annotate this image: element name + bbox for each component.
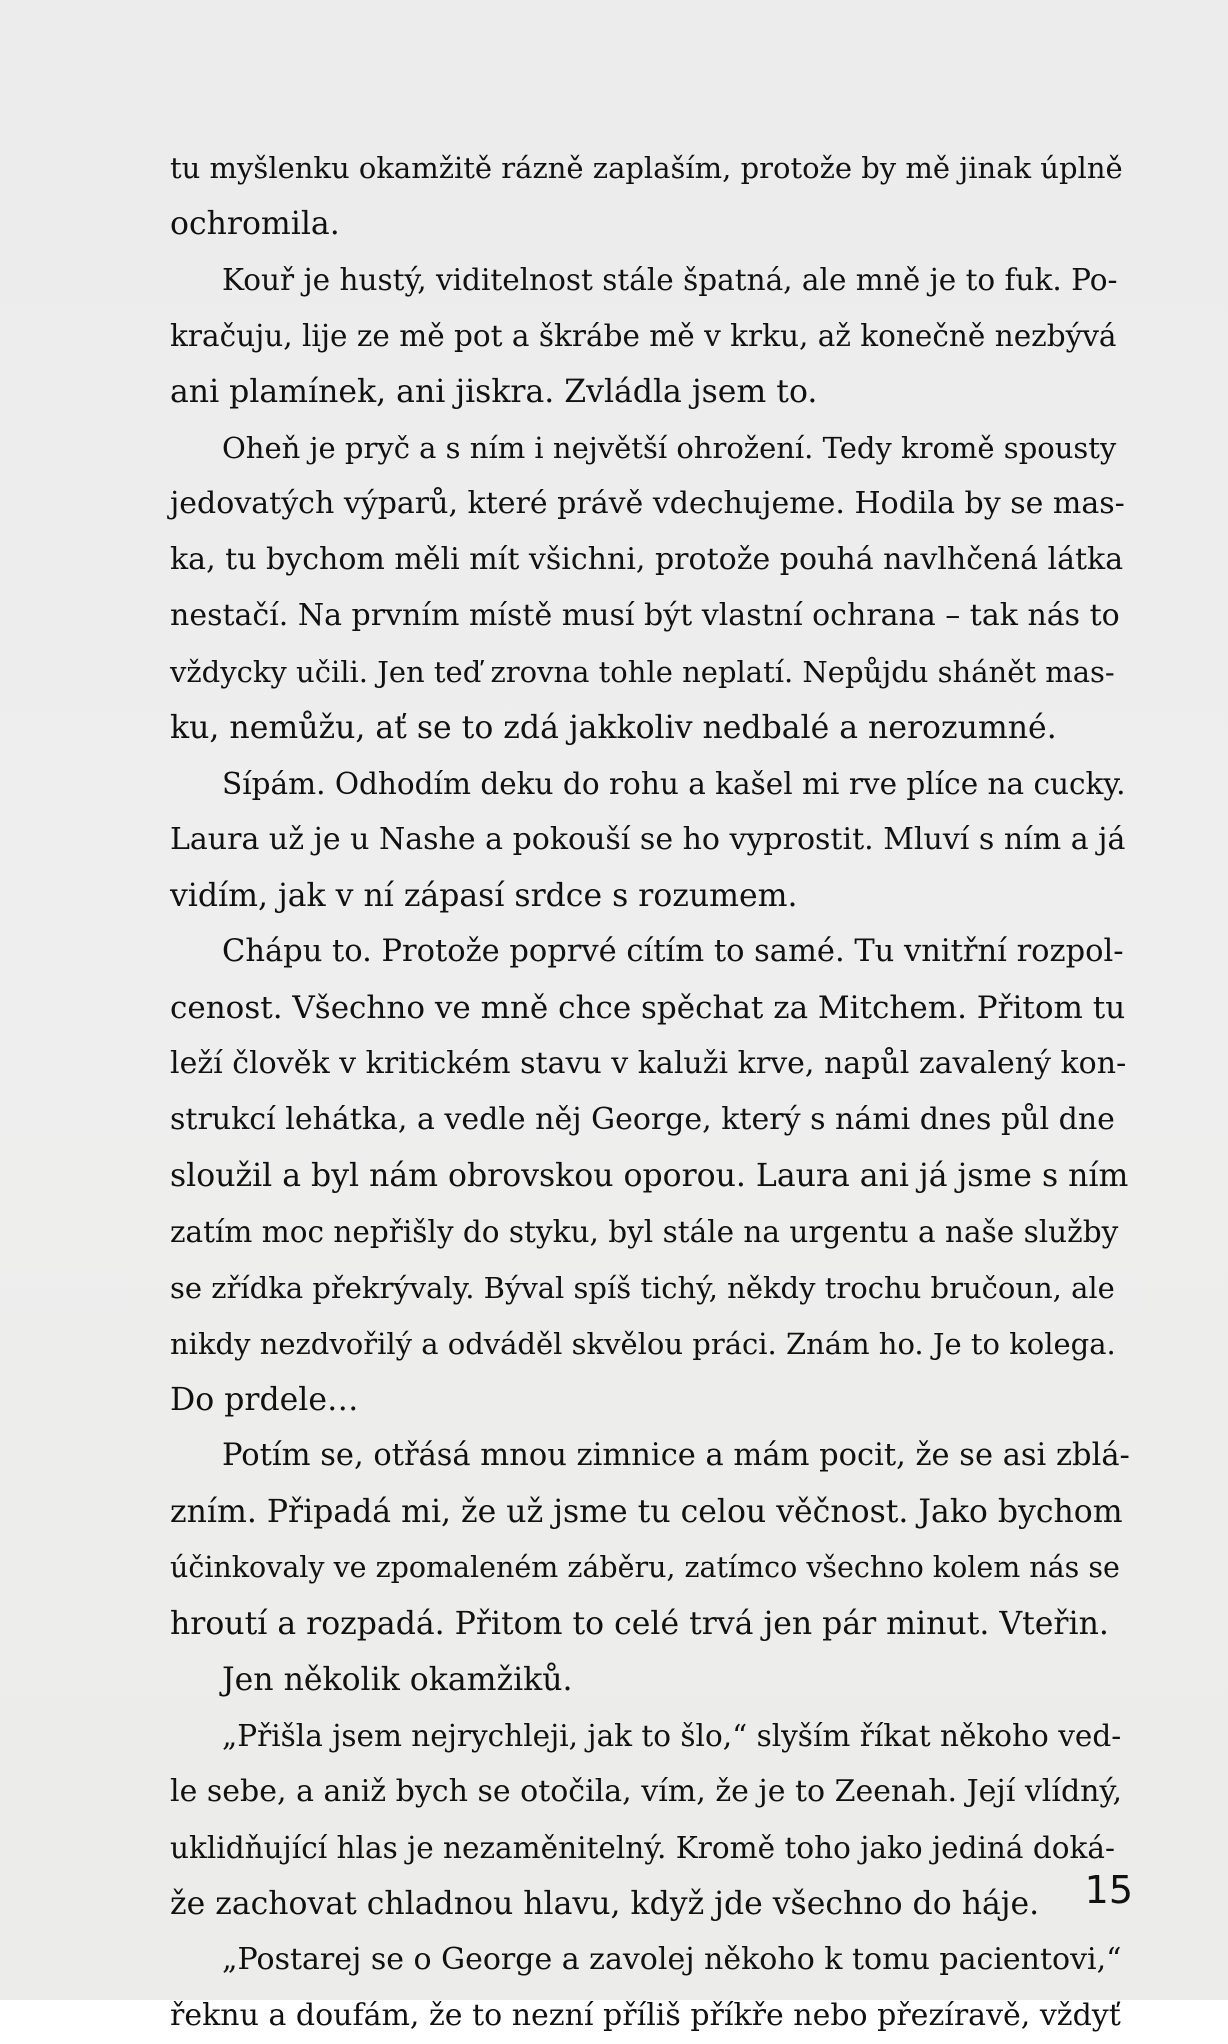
text-line: Sípám. Odhodím deku do rohu a kašel mi rve plíce na cucky.: [222, 767, 1126, 801]
text-line: nestačí. Na prvním místě musí být vlastní ochrana – tak nás to: [170, 598, 1120, 633]
text-line: Oheň je pryč a s ním i největší ohrožení. Tedy kromě spousty: [222, 431, 1117, 465]
text-line: Chápu to. Protože poprvé cítím to samé. Tu vnitřní rozpol-: [222, 934, 1124, 969]
text-line: Potím se, otřásá mnou zimnice a mám pocit, že se asi zblá-: [222, 1438, 1130, 1473]
text-line: Jen několik okamžiků.: [222, 1662, 573, 1698]
text-line: řeknu a doufám, že to nezní příliš příkře nebo přezíravě, vždyť: [170, 1998, 1121, 2033]
text-line: sloužil a byl nám obrovskou oporou. Laura ani já jsme s ním: [170, 1158, 1129, 1194]
text-line: že zachovat chladnou hlavu, když jde všechno do háje.: [170, 1886, 1040, 1922]
text-line: cenost. Všechno ve mně chce spěchat za Mitchem. Přitom tu: [170, 990, 1126, 1026]
text-line: zním. Připadá mi, že už jsme tu celou věčnost. Jako bychom: [170, 1494, 1123, 1530]
text-line: kračuju, lije ze mě pot a škrábe mě v krku, až konečně nezbývá: [170, 319, 1117, 353]
text-line: ani plamínek, ani jiskra. Zvládla jsem to.: [170, 374, 818, 410]
text-line: hroutí a rozpadá. Přitom to celé trvá jen pár minut. Vteřin.: [170, 1606, 1109, 1642]
text-line: Do prdele…: [170, 1382, 359, 1418]
text-line: strukcí lehátka, a vedle něj George, který s námi dnes půl dne: [170, 1102, 1115, 1137]
text-line: leží člověk v kritickém stavu v kaluži krve, napůl zavalený kon-: [170, 1046, 1127, 1081]
text-line: zatím moc nepřišly do styku, byl stále na urgentu a naše služby: [170, 1215, 1119, 1249]
text-line: ka, tu bychom měli mít všichni, protože pouhá navlhčená látka: [170, 542, 1124, 577]
text-line: vždycky učili. Jen teď zrovna tohle neplatí. Nepůjdu shánět mas-: [170, 655, 1115, 689]
text-line: uklidňující hlas je nezaměnitelný. Kromě toho jako jediná doká-: [170, 1831, 1115, 1865]
text-line: nikdy nezdvořilý a odváděl skvělou práci. Znám ho. Je to kolega.: [170, 1327, 1116, 1361]
text-line: le sebe, a aniž bych se otočila, vím, že je to Zeenah. Její vlídný,: [170, 1774, 1122, 1809]
page-number: 15: [1084, 1868, 1133, 1912]
text-line: se zřídka překrývaly. Býval spíš tichý, někdy trochu bručoun, ale: [170, 1271, 1115, 1305]
text-line: vidím, jak v ní zápasí srdce s rozumem.: [170, 878, 798, 914]
text-line: účinkovaly ve zpomaleném záběru, zatímco všechno kolem nás se: [170, 1551, 1120, 1584]
text-line: „Přišla jsem nejrychleji, jak to šlo,“ slyším říkat někoho ved-: [222, 1719, 1122, 1753]
text-line: Kouř je hustý, viditelnost stále špatná, ale mně je to fuk. Po-: [222, 263, 1118, 297]
text-line: Laura už je u Nashe a pokouší se ho vyprostit. Mluví s ním a já: [170, 822, 1126, 857]
text-line: ochromila.: [170, 206, 340, 242]
text-line: tu myšlenku okamžitě rázně zaplaším, protože by mě jinak úplně: [170, 151, 1123, 185]
text-line: jedovatých výparů, které právě vdechujeme. Hodila by se mas-: [170, 486, 1125, 521]
text-line: ku, nemůžu, ať se to zdá jakkoliv nedbalé a nerozumné.: [170, 710, 1057, 746]
text-line: „Postarej se o George a zavolej někoho k tomu pacientovi,“: [222, 1942, 1122, 1977]
